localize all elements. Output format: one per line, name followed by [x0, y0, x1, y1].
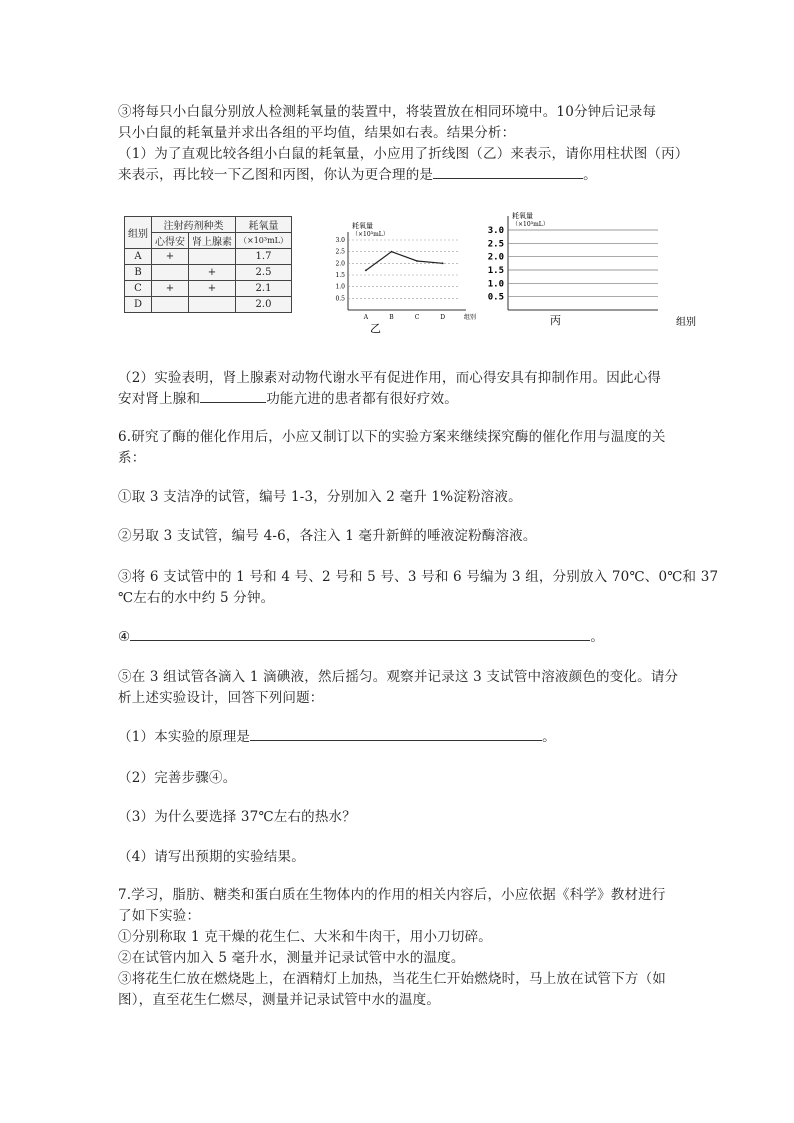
- text-line: （1）为了直观比较各组小白鼠的耗氧量，小应用了折线图（乙）来表示，请你用柱状图（丙）: [118, 146, 689, 162]
- text-line: ②在试管内加入 5 毫升水，测量并记录试管中水的温度。: [118, 950, 465, 966]
- table-cell: C: [125, 281, 152, 297]
- results-table: [124, 216, 292, 313]
- table-header: 注射药剂种类: [152, 217, 236, 233]
- text-fragment: （1）本实验的原理是: [118, 729, 251, 745]
- table-cell: A: [125, 249, 152, 265]
- text-line: （2）实验表明，肾上腺素对动物代谢水平有促进作用，而心得安具有抑制作用。因此心得: [118, 370, 662, 386]
- text-line: （2）完善步骤④。: [118, 770, 237, 786]
- bar-chart-bing: [476, 202, 698, 332]
- y-unit-label: （×10³mL）: [352, 231, 389, 238]
- text-line: （3）为什么要选择 37℃左右的热水？: [118, 809, 356, 825]
- table-header: 组别: [125, 217, 152, 249]
- text-line: 系：: [118, 450, 146, 466]
- text-line: ℃左右的水中约 5 分钟。: [118, 590, 275, 606]
- text-fragment: 。: [583, 167, 597, 183]
- y-tick-label: 3.0: [487, 226, 504, 236]
- y-tick-label: 3.0: [335, 237, 345, 244]
- answer-blank[interactable]: [130, 626, 590, 641]
- text-line: [118, 625, 604, 645]
- chart-caption: 丙: [550, 314, 561, 327]
- answer-blank[interactable]: [250, 726, 542, 741]
- text-line: [118, 387, 458, 407]
- table-cell: 2.5: [236, 265, 292, 281]
- x-tick-label: A: [363, 314, 369, 321]
- table-cell: B: [125, 265, 152, 281]
- y-tick-label: 1.5: [487, 266, 504, 276]
- text-line: 图），直至花生仁燃尽，测量并记录试管中水的温度。: [118, 992, 441, 1008]
- x-axis-label: 组别: [464, 314, 477, 321]
- y-tick-label: 1.0: [487, 279, 504, 290]
- x-axis-label: 组别: [676, 317, 696, 328]
- experiment-figure: [118, 200, 698, 340]
- text-fragment: 来表示，再比较一下乙图和丙图，你认为更合理的是: [118, 167, 434, 183]
- y-tick-label: 0.5: [335, 295, 345, 303]
- y-unit-label: （×10³mL）: [512, 221, 549, 228]
- x-tick-label: D: [440, 314, 446, 321]
- answer-blank[interactable]: [433, 164, 583, 179]
- table-row: [125, 265, 292, 281]
- data-point: [416, 260, 418, 262]
- text-fragment: 。: [542, 729, 556, 745]
- table-cell: 2.0: [236, 297, 292, 313]
- text-fragment: ④: [118, 629, 131, 645]
- table-cell: 2.1: [236, 281, 292, 297]
- text-line: [118, 163, 597, 183]
- text-line: ③将花生仁放在燃烧匙上，在酒精灯上加热，当花生仁开始燃烧时，马上放在试管下方（如: [118, 971, 666, 987]
- table-header: 耗氧量: [236, 217, 292, 233]
- table-header: 肾上腺素: [189, 233, 236, 249]
- y-tick-label: 1.0: [335, 283, 345, 291]
- text-fragment: 功能亢进的患者都有很好疗效。: [266, 391, 459, 407]
- text-fragment: 。: [590, 629, 605, 645]
- table-header: （×10³mL）: [236, 233, 292, 249]
- text-line: ①取 3 支洁净的试管，编号 1-3，分别加入 2 毫升 1%淀粉溶液。: [118, 489, 522, 505]
- text-line: [118, 725, 556, 745]
- table-cell: +: [189, 265, 236, 281]
- table-cell: 1.7: [236, 249, 292, 265]
- text-line: （4）请写出预期的实验结果。: [118, 849, 305, 865]
- table-cell: +: [152, 281, 189, 297]
- x-tick-label: B: [389, 314, 394, 321]
- text-line: 析上述实验设计，回答下列问题：: [118, 690, 324, 706]
- table-header: 心得安: [152, 233, 189, 249]
- y-tick-label: 2.0: [335, 260, 345, 268]
- answer-blank[interactable]: [200, 388, 266, 403]
- text-line: ③将每只小白鼠分别放人检测耗氧量的装置中，将装置放在相同环境中。10分钟后记录每: [118, 104, 657, 120]
- table-cell: +: [152, 249, 189, 265]
- text-line: ①分别称取 1 克干燥的花生仁、大米和牛肉干，用小刀切碎。: [118, 929, 492, 945]
- data-point: [391, 251, 393, 253]
- y-tick-label: 1.5: [335, 272, 345, 279]
- y-tick-label: 2.0: [487, 252, 504, 263]
- table-cell: +: [189, 281, 236, 297]
- table-cell: [152, 265, 189, 281]
- text-line: ③将 6 支试管中的 1 号和 4 号、2 号和 5 号、3 号和 6 号编为 3 组，分别放入 70℃、0℃和 37: [118, 569, 719, 585]
- text-line: ⑤在 3 组试管各滴入 1 滴碘液，然后摇匀。观察并记录这 3 支试管中溶液颜色的变化。请分: [118, 669, 679, 685]
- question-heading: 7.学习，脂肪、糖类和蛋白质在生物体内的作用的相关内容后，小应依据《科学》教材进行: [118, 887, 666, 903]
- question-heading: 6.研究了酶的催化作用后，小应又制订以下的实验方案来继续探究酶的催化作用与温度的关: [118, 429, 666, 445]
- table-row: [125, 281, 292, 297]
- table-row: [125, 297, 292, 313]
- text-line: 只小白鼠的耗氧量并求出各组的平均值，结果如右表。结果分析：: [118, 125, 516, 141]
- table-cell: [189, 249, 236, 265]
- y-tick-label: 0.5: [487, 292, 504, 303]
- y-tick-label: 2.5: [335, 248, 345, 256]
- line-chart-yi: [318, 214, 483, 334]
- series-line: [366, 252, 443, 271]
- x-tick-label: C: [414, 314, 420, 321]
- text-fragment: 安对肾上腺和: [118, 391, 201, 407]
- table-cell: [189, 297, 236, 313]
- table-row: [125, 249, 292, 265]
- chart-caption: 乙: [370, 322, 381, 334]
- text-line: ②另取 3 支试管，编号 4-6，各注入 1 毫升新鲜的唾液淀粉酶溶液。: [118, 528, 537, 544]
- data-point: [365, 269, 367, 271]
- chart-title: 耗氧量: [352, 222, 373, 230]
- data-point: [442, 262, 444, 264]
- chart-title: 耗氧量: [512, 212, 533, 220]
- table-cell: [152, 297, 189, 313]
- y-tick-label: 2.5: [487, 239, 504, 250]
- table-cell: D: [125, 297, 152, 313]
- text-line: 了如下实验：: [118, 908, 201, 924]
